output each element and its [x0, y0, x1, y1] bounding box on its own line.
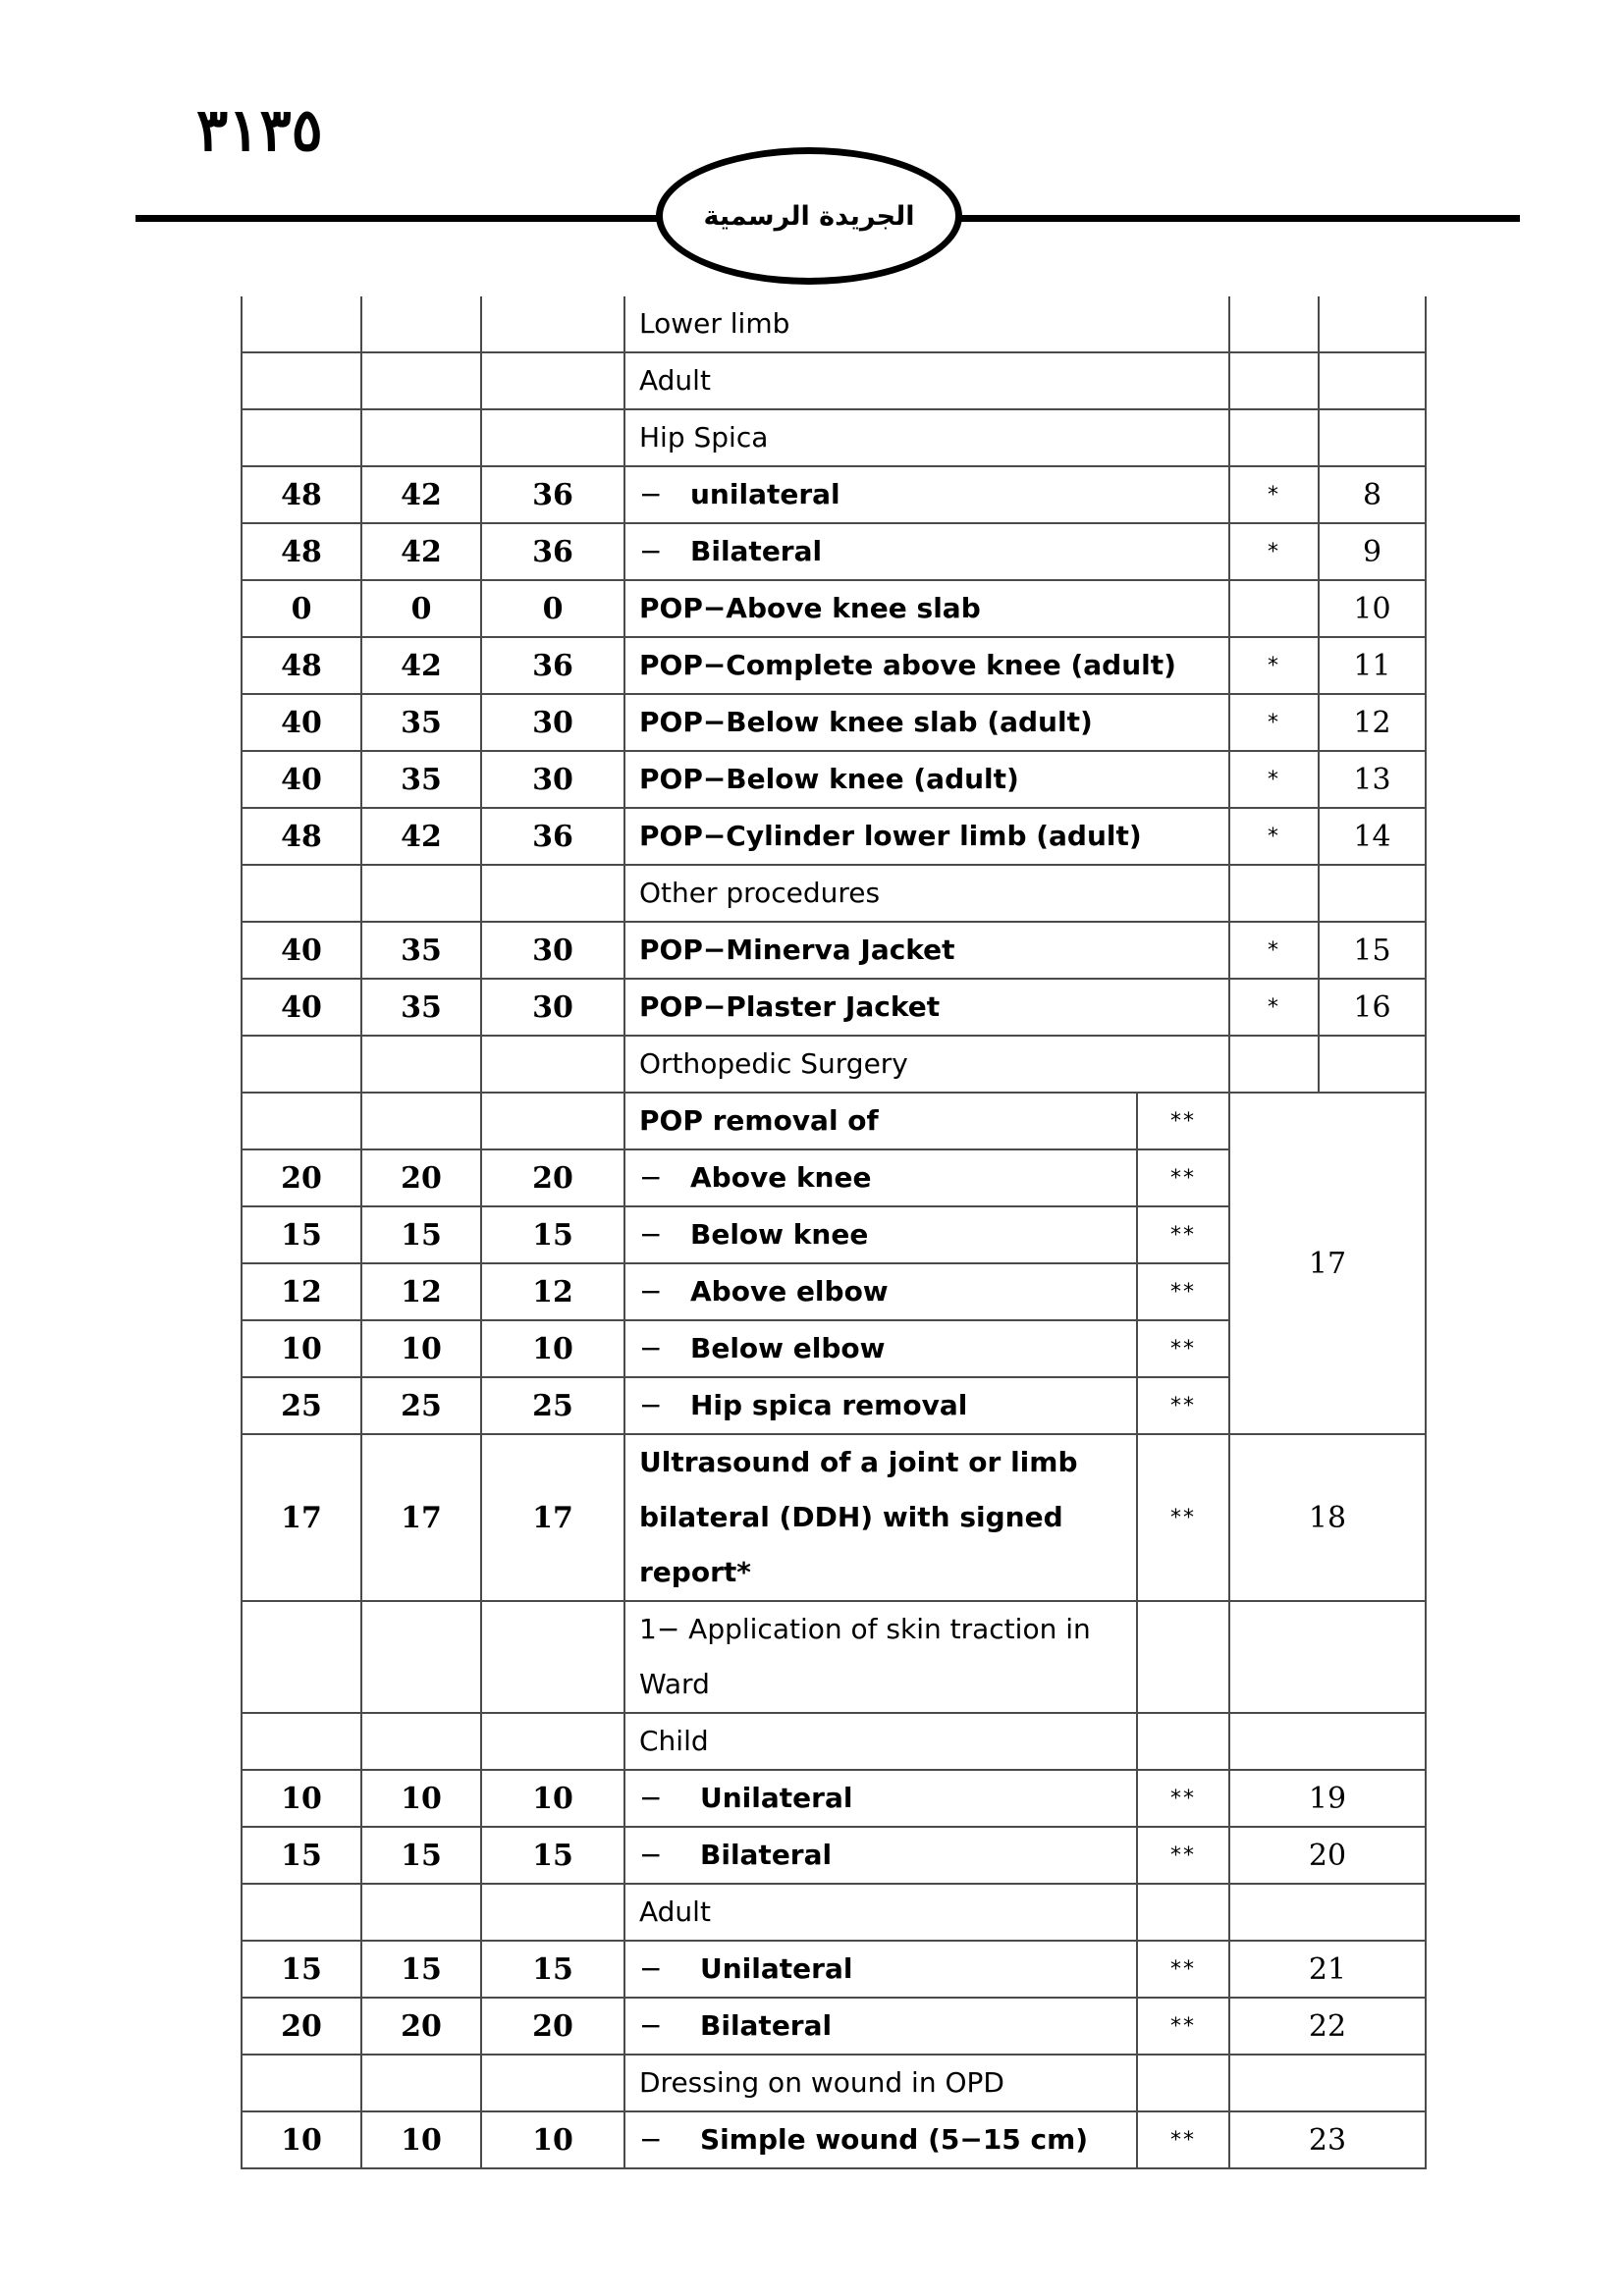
dash-bullet: −: [639, 1218, 663, 1251]
fee-cell: 30: [481, 751, 624, 808]
description-text: Bilateral: [700, 2009, 833, 2042]
mark-cell: [1229, 409, 1319, 466]
description-cell: [624, 1941, 1137, 1998]
fee-cell: 17: [361, 1434, 481, 1601]
fee-cell: 0: [242, 580, 361, 637]
description-text: Unilateral: [700, 1782, 853, 1814]
fee-cell: 42: [361, 637, 481, 694]
description-line: bilateral (DDH) with signed: [639, 1501, 1063, 1533]
fee-cell: 12: [481, 1263, 624, 1320]
item-number-cell: 23: [1229, 2111, 1426, 2168]
table-row: [242, 523, 1426, 580]
fee-cell: 42: [361, 523, 481, 580]
dash-bullet: −: [639, 2009, 663, 2042]
fee-cell: 36: [481, 637, 624, 694]
header-title: الجريدة الرسمية: [703, 200, 915, 232]
description-cell: Dressing on wound in OPD: [624, 2055, 1137, 2111]
dash-bullet: −: [639, 478, 663, 510]
item-number-cell: 9: [1319, 523, 1426, 580]
description-cell: POP−Minerva Jacket: [624, 922, 1229, 979]
fee-cell: 25: [361, 1377, 481, 1434]
description-cell: [624, 1601, 1137, 1713]
description-cell: Adult: [624, 352, 1229, 409]
mark-cell: **: [1137, 1263, 1229, 1320]
description-line: report*: [639, 1556, 751, 1588]
fee-cell: [361, 1601, 481, 1713]
item-number-cell: 13: [1319, 751, 1426, 808]
description-text: Simple wound (5−15 cm): [700, 2123, 1089, 2156]
page-number: ٣١٣٥: [196, 96, 323, 165]
fee-cell: 10: [242, 1320, 361, 1377]
table-row: [242, 1827, 1426, 1884]
description-cell: POP−Below knee slab (adult): [624, 694, 1229, 751]
description-cell: [624, 523, 1229, 580]
mark-cell: **: [1137, 1827, 1229, 1884]
table-row: [242, 2111, 1426, 2168]
table-row: [242, 1601, 1426, 1713]
table-row: [242, 808, 1426, 865]
fee-cell: 15: [481, 1206, 624, 1263]
description-text: Below elbow: [690, 1332, 886, 1364]
description-text: Below knee: [690, 1218, 869, 1251]
mark-cell: **: [1137, 1206, 1229, 1263]
item-number-cell: 17: [1229, 1093, 1426, 1434]
table-row: [242, 1770, 1426, 1827]
fee-cell: 10: [242, 1770, 361, 1827]
fee-cell: 20: [242, 1998, 361, 2055]
fee-cell: [242, 1036, 361, 1093]
item-number-cell: [1229, 1713, 1426, 1770]
fee-cell: 35: [361, 922, 481, 979]
fee-cell: [242, 352, 361, 409]
table-row: [242, 1093, 1426, 1149]
item-number-cell: [1229, 2055, 1426, 2111]
mark-cell: **: [1137, 1320, 1229, 1377]
description-cell: POP−Above knee slab: [624, 580, 1229, 637]
fee-cell: [481, 296, 624, 352]
fee-cell: 35: [361, 751, 481, 808]
fee-cell: [361, 1036, 481, 1093]
fee-cell: 40: [242, 979, 361, 1036]
description-cell: Other procedures: [624, 865, 1229, 922]
fee-cell: 30: [481, 922, 624, 979]
description-cell: [624, 1770, 1137, 1827]
fee-cell: 35: [361, 694, 481, 751]
fee-cell: 10: [361, 1770, 481, 1827]
mark-cell: **: [1137, 1941, 1229, 1998]
item-number-cell: 20: [1229, 1827, 1426, 1884]
fee-cell: [481, 1713, 624, 1770]
fee-cell: [242, 1093, 361, 1149]
description-cell: Adult: [624, 1884, 1137, 1941]
fee-cell: 10: [361, 2111, 481, 2168]
dash-bullet: −: [639, 1275, 663, 1308]
fee-cell: 40: [242, 694, 361, 751]
item-number-cell: 18: [1229, 1434, 1426, 1601]
item-number-cell: 10: [1319, 580, 1426, 637]
fee-cell: [361, 409, 481, 466]
table-row: [242, 751, 1426, 808]
description-cell: [624, 1149, 1137, 1206]
fee-cell: [361, 296, 481, 352]
mark-cell: **: [1137, 1998, 1229, 2055]
mark-cell: **: [1137, 1770, 1229, 1827]
description-text: Bilateral: [690, 535, 823, 567]
description-cell: POP−Complete above knee (adult): [624, 637, 1229, 694]
mark-cell: *: [1229, 637, 1319, 694]
mark-cell: *: [1229, 751, 1319, 808]
fee-cell: 0: [481, 580, 624, 637]
fee-cell: 48: [242, 466, 361, 523]
description-text: Above knee: [690, 1161, 872, 1194]
mark-cell: *: [1229, 979, 1319, 1036]
fee-cell: 20: [481, 1149, 624, 1206]
item-number-cell: [1319, 296, 1426, 352]
dash-bullet: −: [639, 1782, 663, 1814]
table-row: [242, 296, 1426, 352]
table-row: [242, 637, 1426, 694]
fee-cell: 15: [361, 1827, 481, 1884]
fee-cell: 15: [481, 1941, 624, 1998]
mark-cell: [1137, 1601, 1229, 1713]
fee-cell: [242, 2055, 361, 2111]
mark-cell: [1137, 1713, 1229, 1770]
table-row: [242, 1434, 1426, 1601]
table-row: [242, 865, 1426, 922]
mark-cell: **: [1137, 1434, 1229, 1601]
table-row: [242, 1941, 1426, 1998]
description-line: 1− Application of skin traction in: [639, 1613, 1091, 1645]
description-cell: Lower limb: [624, 296, 1229, 352]
description-cell: [624, 1998, 1137, 2055]
mark-cell: *: [1229, 808, 1319, 865]
description-cell: [624, 1206, 1137, 1263]
fee-cell: 36: [481, 523, 624, 580]
table-row: [242, 409, 1426, 466]
description-cell: POP−Plaster Jacket: [624, 979, 1229, 1036]
fee-cell: [361, 2055, 481, 2111]
fee-cell: 10: [361, 1320, 481, 1377]
fee-cell: 42: [361, 466, 481, 523]
mark-cell: **: [1137, 1377, 1229, 1434]
fee-cell: 10: [481, 1320, 624, 1377]
fee-cell: 36: [481, 808, 624, 865]
table-row: [242, 979, 1426, 1036]
item-number-cell: [1319, 865, 1426, 922]
fee-cell: [361, 1884, 481, 1941]
description-text: Unilateral: [700, 1952, 853, 1985]
description-cell: Child: [624, 1713, 1137, 1770]
description-cell: POP−Cylinder lower limb (adult): [624, 808, 1229, 865]
fee-cell: 20: [361, 1149, 481, 1206]
table-row: [242, 580, 1426, 637]
fee-cell: [242, 865, 361, 922]
fee-cell: 30: [481, 979, 624, 1036]
mark-cell: *: [1229, 523, 1319, 580]
fee-cell: 15: [361, 1206, 481, 1263]
fee-cell: [242, 409, 361, 466]
description-cell: [624, 1827, 1137, 1884]
fee-cell: 15: [361, 1941, 481, 1998]
fee-cell: 48: [242, 523, 361, 580]
description-cell: POP−Below knee (adult): [624, 751, 1229, 808]
item-number-cell: [1229, 1884, 1426, 1941]
item-number-cell: [1319, 1036, 1426, 1093]
fee-cell: 12: [361, 1263, 481, 1320]
item-number-cell: [1319, 409, 1426, 466]
description-cell: [624, 1320, 1137, 1377]
mark-cell: [1229, 352, 1319, 409]
fee-cell: [481, 1093, 624, 1149]
fee-cell: 25: [481, 1377, 624, 1434]
item-number-cell: 8: [1319, 466, 1426, 523]
fee-cell: 17: [481, 1434, 624, 1601]
mark-cell: [1229, 580, 1319, 637]
fee-cell: [481, 865, 624, 922]
fee-cell: [481, 409, 624, 466]
table-row: [242, 1998, 1426, 2055]
item-number-cell: 21: [1229, 1941, 1426, 1998]
description-cell: Hip Spica: [624, 409, 1229, 466]
description-text: Bilateral: [700, 1839, 833, 1871]
fee-cell: [481, 1601, 624, 1713]
item-number-cell: [1229, 1601, 1426, 1713]
fee-cell: 25: [242, 1377, 361, 1434]
fee-cell: [361, 865, 481, 922]
dash-bullet: −: [639, 1952, 663, 1985]
fee-cell: [242, 1601, 361, 1713]
fee-cell: 36: [481, 466, 624, 523]
item-number-cell: 15: [1319, 922, 1426, 979]
fee-cell: 15: [242, 1827, 361, 1884]
fee-cell: 17: [242, 1434, 361, 1601]
mark-cell: **: [1137, 1149, 1229, 1206]
fee-cell: 15: [481, 1827, 624, 1884]
table-row: [242, 922, 1426, 979]
mark-cell: *: [1229, 922, 1319, 979]
fee-cell: 10: [481, 1770, 624, 1827]
item-number-cell: 16: [1319, 979, 1426, 1036]
fee-table: [241, 296, 1427, 2169]
description-cell: [624, 2111, 1137, 2168]
fee-cell: 30: [481, 694, 624, 751]
mark-cell: [1229, 1036, 1319, 1093]
description-text: Hip spica removal: [690, 1389, 968, 1421]
table-row: [242, 1713, 1426, 1770]
fee-cell: 40: [242, 751, 361, 808]
mark-cell: *: [1229, 694, 1319, 751]
table-row: [242, 352, 1426, 409]
description-cell: [624, 1434, 1137, 1601]
description-cell: Orthopedic Surgery: [624, 1036, 1229, 1093]
item-number-cell: 22: [1229, 1998, 1426, 2055]
item-number-cell: [1319, 352, 1426, 409]
fee-cell: [242, 1884, 361, 1941]
fee-cell: 42: [361, 808, 481, 865]
mark-cell: *: [1229, 466, 1319, 523]
description-text: unilateral: [690, 478, 840, 510]
fee-cell: 48: [242, 637, 361, 694]
fee-cell: [481, 2055, 624, 2111]
item-number-cell: 11: [1319, 637, 1426, 694]
header-oval: [656, 147, 962, 285]
item-number-cell: 19: [1229, 1770, 1426, 1827]
fee-cell: 15: [242, 1941, 361, 1998]
fee-cell: [481, 1036, 624, 1093]
fee-cell: 40: [242, 922, 361, 979]
fee-cell: 15: [242, 1206, 361, 1263]
mark-cell: [1229, 865, 1319, 922]
fee-cell: 10: [481, 2111, 624, 2168]
fee-cell: 20: [242, 1149, 361, 1206]
description-text: Above elbow: [690, 1275, 889, 1308]
mark-cell: [1137, 2055, 1229, 2111]
mark-cell: [1229, 296, 1319, 352]
table-row: [242, 694, 1426, 751]
table-row: [242, 2055, 1426, 2111]
fee-cell: [481, 352, 624, 409]
table-row: [242, 1884, 1426, 1941]
description-cell: POP removal of: [624, 1093, 1137, 1149]
fee-cell: 48: [242, 808, 361, 865]
mark-cell: **: [1137, 2111, 1229, 2168]
item-number-cell: 12: [1319, 694, 1426, 751]
description-cell: [624, 466, 1229, 523]
dash-bullet: −: [639, 1161, 663, 1194]
dash-bullet: −: [639, 1332, 663, 1364]
fee-cell: 20: [361, 1998, 481, 2055]
fee-cell: [361, 352, 481, 409]
table-row: [242, 1036, 1426, 1093]
fee-cell: [361, 1713, 481, 1770]
fee-cell: [242, 1713, 361, 1770]
fee-cell: [481, 1884, 624, 1941]
fee-cell: 10: [242, 2111, 361, 2168]
item-number-cell: 14: [1319, 808, 1426, 865]
fee-cell: 12: [242, 1263, 361, 1320]
dash-bullet: −: [639, 535, 663, 567]
fee-cell: [242, 296, 361, 352]
description-cell: [624, 1377, 1137, 1434]
mark-cell: **: [1137, 1093, 1229, 1149]
description-cell: [624, 1263, 1137, 1320]
fee-cell: 35: [361, 979, 481, 1036]
fee-cell: 20: [481, 1998, 624, 2055]
dash-bullet: −: [639, 2123, 663, 2156]
mark-cell: [1137, 1884, 1229, 1941]
description-line: Ward: [639, 1668, 710, 1700]
fee-cell: [361, 1093, 481, 1149]
fee-cell: 0: [361, 580, 481, 637]
dash-bullet: −: [639, 1389, 663, 1421]
dash-bullet: −: [639, 1839, 663, 1871]
table-row: [242, 466, 1426, 523]
description-line: Ultrasound of a joint or limb: [639, 1446, 1078, 1478]
